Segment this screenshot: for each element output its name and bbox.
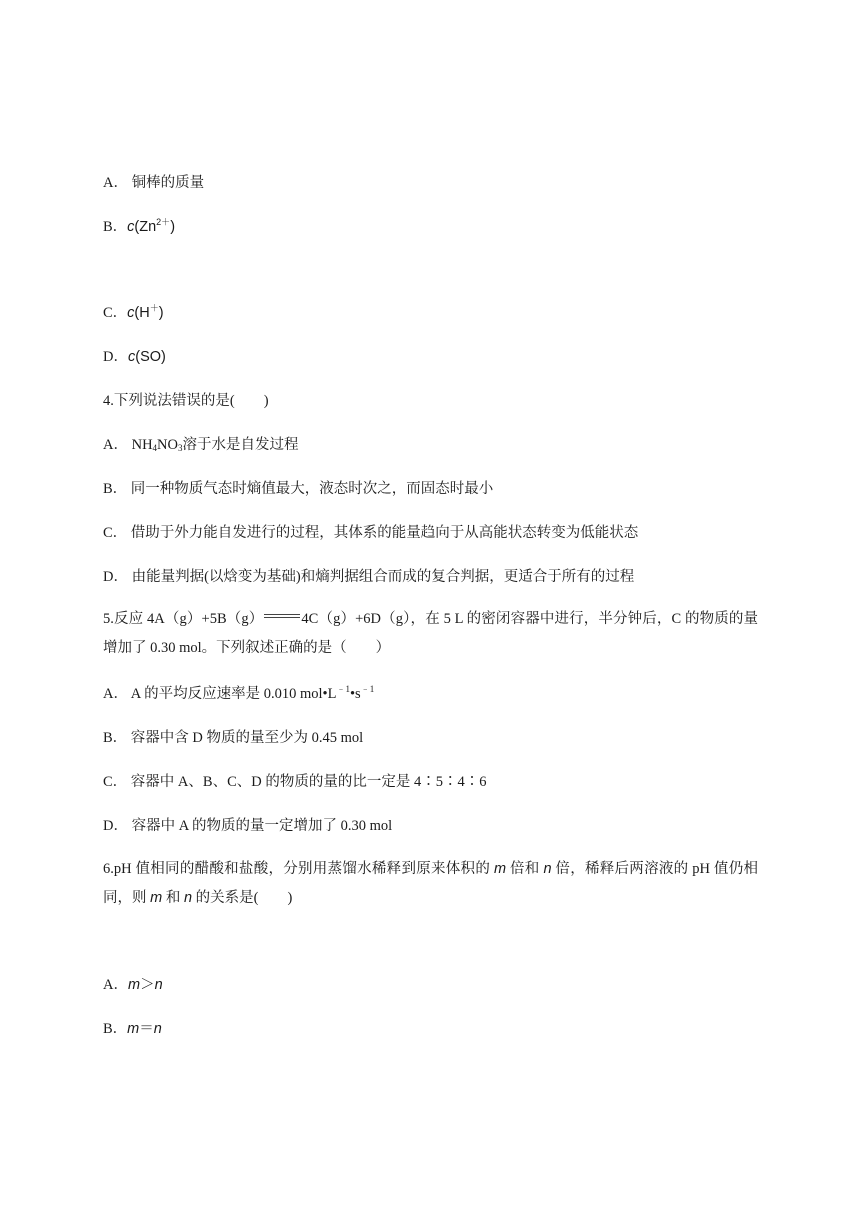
variable-m: m: [127, 1021, 140, 1037]
option-label: C．: [103, 305, 128, 321]
stem-text: 和: [162, 890, 184, 906]
stem-text: 4C（g）+6D（g），在 5 L 的密闭容器中进行，半分钟后，C 的物质的量增加了 0.30 mol。下列叙述正确的是（ ）: [103, 611, 758, 656]
exponent-superscript: ﹣1: [360, 684, 375, 694]
variable-c: c: [127, 349, 136, 365]
q4-option-b: B． 同一种物质气态时熵值最大，液态时次之，而固态时最小: [103, 481, 494, 497]
formula-text: (Zn: [134, 219, 157, 235]
variable-c: c: [127, 305, 135, 321]
option-label: A． NH: [103, 437, 153, 453]
formula-close: ): [158, 305, 164, 321]
formula-text: (SO): [135, 349, 166, 365]
option-label: A．: [103, 977, 128, 993]
stem-text: 5.反应 4A（g）+5B（g）: [103, 611, 264, 627]
variable-m: m: [494, 861, 507, 877]
q4-option-a: [103, 435, 299, 455]
option-label: B．: [103, 1021, 128, 1037]
variable-m: m: [127, 977, 141, 993]
q5-option-d: D． 容器中 A 的物质的量一定增加了 0.30 mol: [103, 818, 393, 834]
q6-option-a: [103, 975, 163, 995]
q5-stem: [103, 605, 758, 663]
q3-option-d: [103, 347, 166, 367]
formula-close: ): [170, 219, 176, 235]
formula-text: (H: [134, 305, 150, 321]
q5-option-a: [103, 684, 374, 704]
option-label: D．: [103, 349, 128, 365]
q3-option-a: A． 铜棒的质量: [103, 175, 205, 191]
q3-option-b: [103, 217, 175, 237]
q4-stem: 4.下列说法错误的是( ): [103, 393, 269, 409]
subscript: 4: [152, 443, 158, 453]
q5-option-c: C． 容器中 A、B、C、D 的物质的量的比一定是 4∶5∶4∶6: [103, 774, 487, 790]
equilibrium-sign-icon: [264, 614, 300, 620]
q6-option-b: [103, 1019, 162, 1039]
q6-stem: [103, 855, 758, 913]
option-label: B．: [103, 219, 128, 235]
variable-n: n: [154, 977, 163, 993]
relation-sign: ＞: [140, 977, 155, 993]
unit-text: •s: [349, 686, 361, 702]
option-text: 溶于水是自发过程: [182, 437, 299, 453]
relation-sign: ＝: [139, 1021, 154, 1037]
variable-n: n: [183, 890, 193, 906]
q3-option-c: [103, 303, 164, 323]
charge-superscript: 2＋: [156, 217, 171, 227]
subscript: 3: [178, 443, 183, 453]
q4-option-d: D． 由能量判据(以焓变为基础)和熵判据组合而成的复合判据，更适合于所有的过程: [103, 569, 635, 585]
variable-n: n: [543, 861, 552, 877]
stem-text: 的关系是( ): [192, 890, 293, 906]
charge-superscript: ＋: [149, 303, 159, 313]
stem-text: 倍，稀释后两溶液的 pH 值仍相同，则: [103, 861, 758, 906]
formula-text: NO: [157, 437, 178, 453]
stem-text: 6.pH 值相同的醋酸和盐酸，分别用蒸馏水稀释到原来体积的: [103, 861, 494, 877]
variable-n: n: [153, 1021, 162, 1037]
q4-option-c: C． 借助于外力能自发进行的过程，其体系的能量趋向于从高能状态转变为低能状态: [103, 525, 639, 541]
option-text: A． A 的平均反应速率是 0.010 mol•L: [103, 686, 337, 702]
variable-c: c: [127, 219, 135, 235]
variable-m: m: [150, 890, 163, 906]
stem-text: 倍和: [506, 861, 544, 877]
q5-option-b: B． 容器中含 D 物质的量至少为 0.45 mol: [103, 730, 364, 746]
exponent-superscript: ﹣1: [336, 684, 350, 694]
